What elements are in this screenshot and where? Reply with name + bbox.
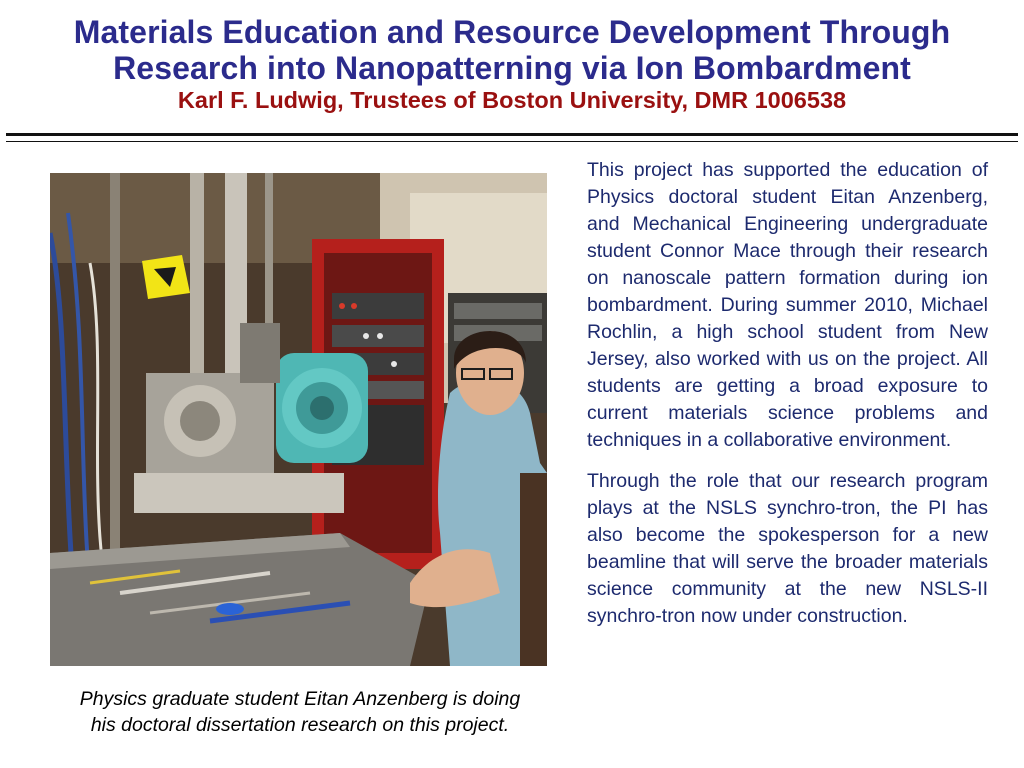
- body-paragraph-2: Through the role that our research program plays at the NSLS synchro-tron, the PI has also become the spokesperson for a new beamline that will serve the broader materials science community at the new NSLS-II synchro-tron now under construction.: [587, 470, 988, 627]
- header-divider-thin: [6, 141, 1018, 142]
- slide-title-line-1: Materials Education and Resource Development Through: [73, 14, 951, 50]
- photo-caption: [36, 686, 564, 738]
- slide-title-line-2: Research into Nanopatterning via Ion Bombardment: [113, 50, 911, 86]
- slide-subtitle: Karl F. Ludwig, Trustees of Boston University, DMR 1006538: [177, 87, 847, 113]
- slide-header: [0, 14, 1024, 115]
- photo-caption-line-1: Physics graduate student Eitan Anzenberg is doing: [79, 688, 521, 710]
- body-text: [587, 157, 988, 644]
- lab-photo: [50, 173, 547, 666]
- header-divider-thick: [6, 133, 1018, 136]
- photo-caption-line-2: his doctoral dissertation research on this project.: [90, 714, 510, 736]
- body-paragraph-1: This project has supported the education of Physics doctoral student Eitan Anzenberg, and Mechanical Engineering undergraduate student Connor Mace through their research on nanoscale pattern formation during ion bombardment. During summer 2010, Michael Rochlin, a high school student from New Jersey, also worked with us on the project. All students are getting a broad exposure to current materials science problems and techniques in a collaborative environment.: [587, 159, 988, 451]
